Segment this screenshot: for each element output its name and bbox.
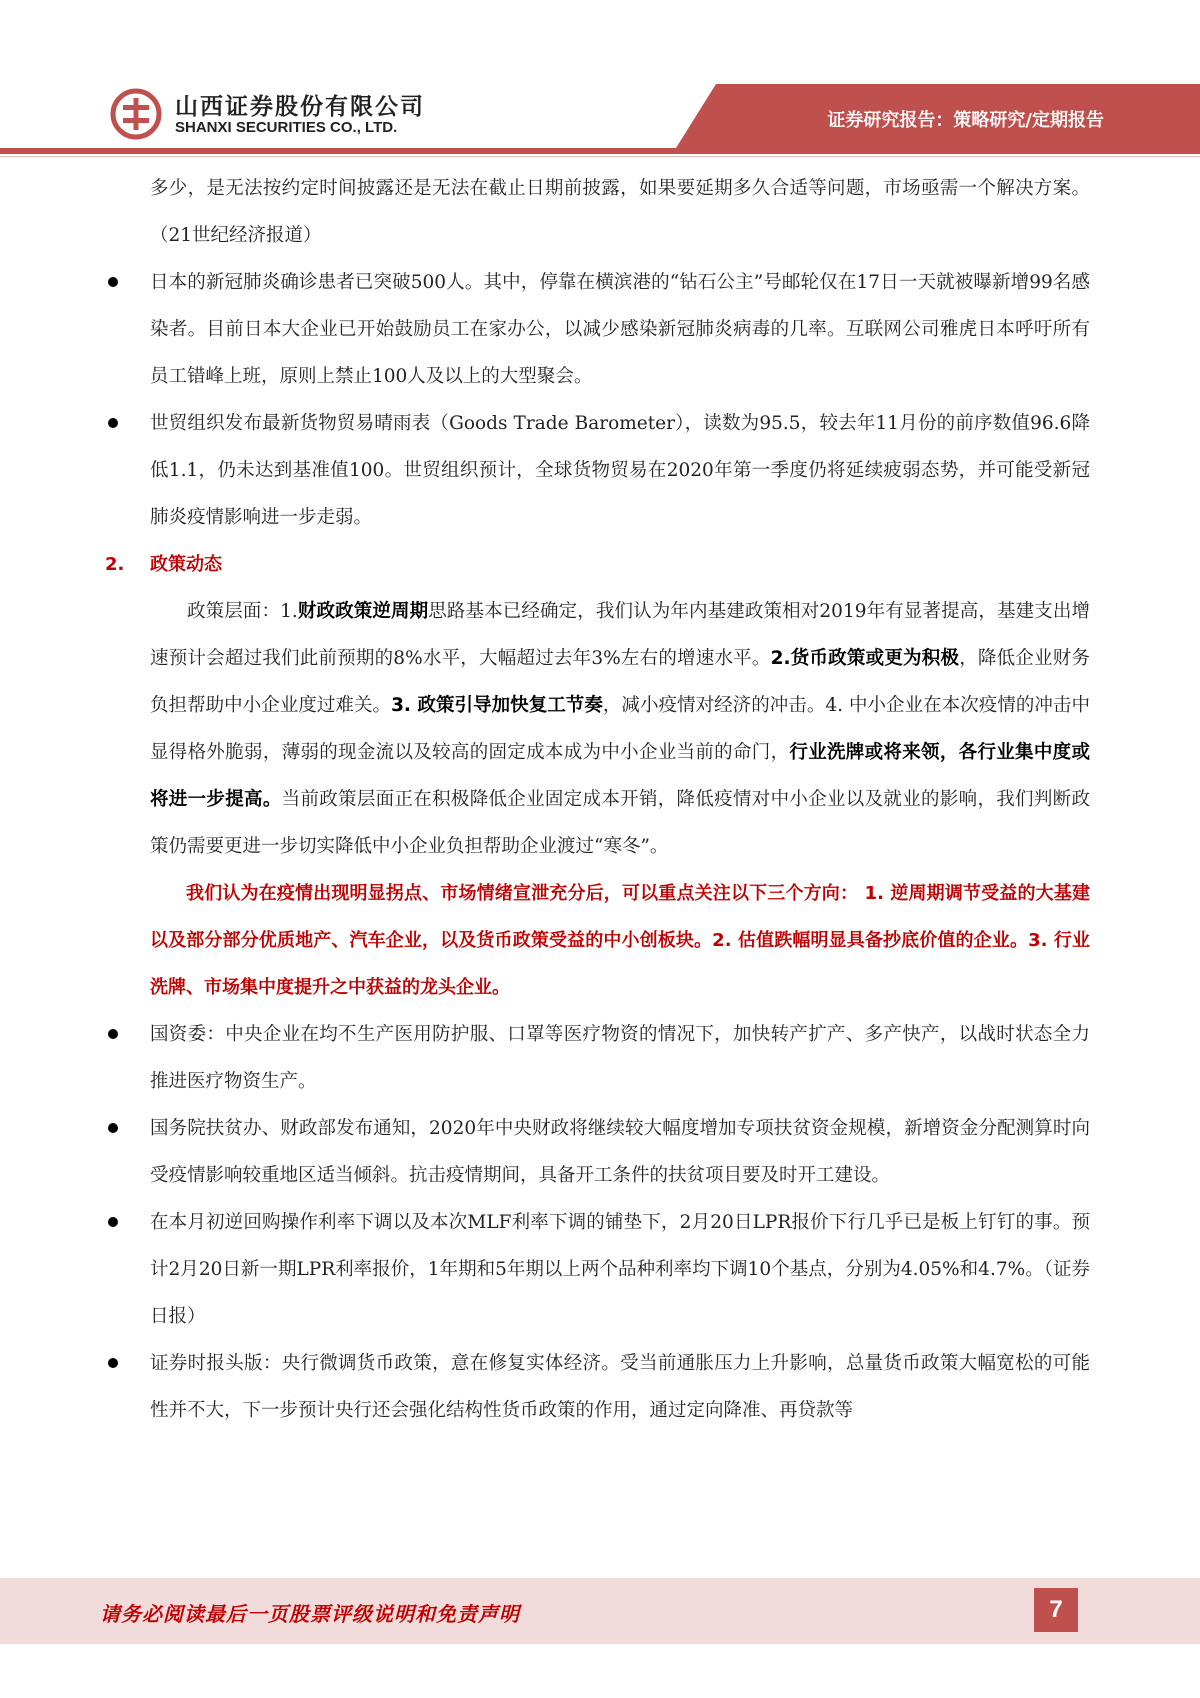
list-item [0,1340,1200,1434]
bullet-icon [108,277,118,287]
list-item [0,259,1200,400]
bullet-text: 在本月初逆回购操作利率下调以及本次MLF利率下调的铺垫下，2月20日LPR报价下行几乎已是板上钉钉的事。预计2月20日新一期LPR利率报价，1年期和5年期以上两个品种利率均下调10个基点，分别为4.05%和4.7%。（证券日报） [150,1212,1090,1327]
list-item [0,1105,1200,1199]
report-type-label: 证券研究报告：策略研究/定期报告 [827,110,1104,131]
policy-text: 当前政策层面正在积极降低企业固定成本开销，降低疫情对中小企业以及就业的影响，我们判断政策仍需要更进一步切实降低中小企业负担帮助企业渡过“寒冬”。 [150,789,1090,857]
policy-emphasis: 2.货币政策或更为积极 [770,648,960,669]
list-item [0,1199,1200,1340]
list-item [0,400,1200,541]
bullet-text: 国资委：中央企业在均不生产医用防护服、口罩等医疗物资的情况下，加快转产扩产、多产快产，以战时状态全力推进医疗物资生产。 [150,1024,1090,1092]
bullet-text: 证券时报头版：央行微调货币政策，意在修复实体经济。受当前通胀压力上升影响，总量货币政策大幅宽松的可能性并不大，下一步预计央行还会强化结构性货币政策的作用，通过定向降准、再贷款等 [150,1353,1090,1421]
bullet-text: 国务院扶贫办、财政部发布通知，2020年中央财政将继续较大幅度增加专项扶贫资金规模，新增资金分配测算时向受疫情影响较重地区适当倾斜。抗击疫情期间，具备开工条件的扶贫项目要及时开工建设。 [150,1118,1090,1186]
bullet-icon [108,1358,118,1368]
list-item [0,1011,1200,1105]
policy-text: ，降低企业财务负担帮助中小企业度过难关。 [150,648,1090,716]
policy-text: 思路基本已经确定，我们认为年内基建政策相对2019年有显著提高，基建支出增速预计会超过我们此前预期的8%水平，大幅超过去年3%左右的增速水平。 [150,601,1090,669]
header-divider-thin [0,156,1200,157]
page-number: 7 [1034,1588,1078,1632]
header-divider [0,148,1200,154]
page-header [0,0,1200,160]
disclaimer-note: 请务必阅读最后一页股票评级说明和免责声明 [100,1602,520,1626]
policy-text: 政策层面：1. [187,601,298,622]
section-number: 2. [105,554,125,575]
company-name-en: SHANXI SECURITIES CO., LTD. [175,119,398,136]
paragraph-continued: 多少，是无法按约定时间披露还是无法在截止日期前披露，如果要延期多久合适等问题，市场亟需一个解决方案。（21世纪经济报道） [150,178,1090,246]
bullet-icon [108,1217,118,1227]
bullet-text: 世贸组织发布最新货物贸易晴雨表（Goods Trade Barometer），读数为95.5，较去年11月份的前序数值96.6降低1.1，仍未达到基准值100。世贸组织预计，全球货物贸易在2020年第一季度仍将延续疲弱态势，并可能受新冠肺炎疫情影响进一步走弱。 [150,413,1090,528]
shanxi-securities-logo-icon [110,88,162,140]
key-view-paragraph: 我们认为在疫情出现明显拐点、市场情绪宣泄充分后，可以重点关注以下三个方向： 1. 逆周期调节受益的大基建以及部分部分优质地产、汽车企业，以及货币政策受益的中小创板块。2. 估值跌幅明显具备抄底价值的企业。3. 行业洗牌、市场集中度提升之中获益的龙头企业。 [150,883,1090,998]
bullet-icon [108,1029,118,1039]
section-heading [105,541,1200,588]
page-footer [0,1578,1200,1644]
company-name-cn: 山西证券股份有限公司 [175,94,425,120]
report-body [0,165,1200,1434]
bullet-icon [108,418,118,428]
bullet-icon [108,1123,118,1133]
policy-text: ，减小疫情对经济的冲击。4. 中小企业在本次疫情的冲击中显得格外脆弱，薄弱的现金流以及较高的固定成本成为中小企业当前的命门， [150,695,1090,763]
policy-paragraph [150,588,1090,870]
section-title: 政策动态 [150,554,222,575]
bullet-text: 日本的新冠肺炎确诊患者已突破500人。其中，停靠在横滨港的“钻石公主”号邮轮仅在17日一天就被曝新增99名感染者。目前日本大企业已开始鼓励员工在家办公，以减少感染新冠肺炎病毒的几率。互联网公司雅虎日本呼吁所有员工错峰上班，原则上禁止100人及以上的大型聚会。 [150,272,1090,387]
policy-emphasis: 3. 政策引导加快复工节奏 [391,695,603,716]
policy-emphasis: 行业洗牌或将来领，各行业集中度或将进一步提高。 [150,742,1090,810]
policy-emphasis: 财政政策逆周期 [297,601,429,622]
